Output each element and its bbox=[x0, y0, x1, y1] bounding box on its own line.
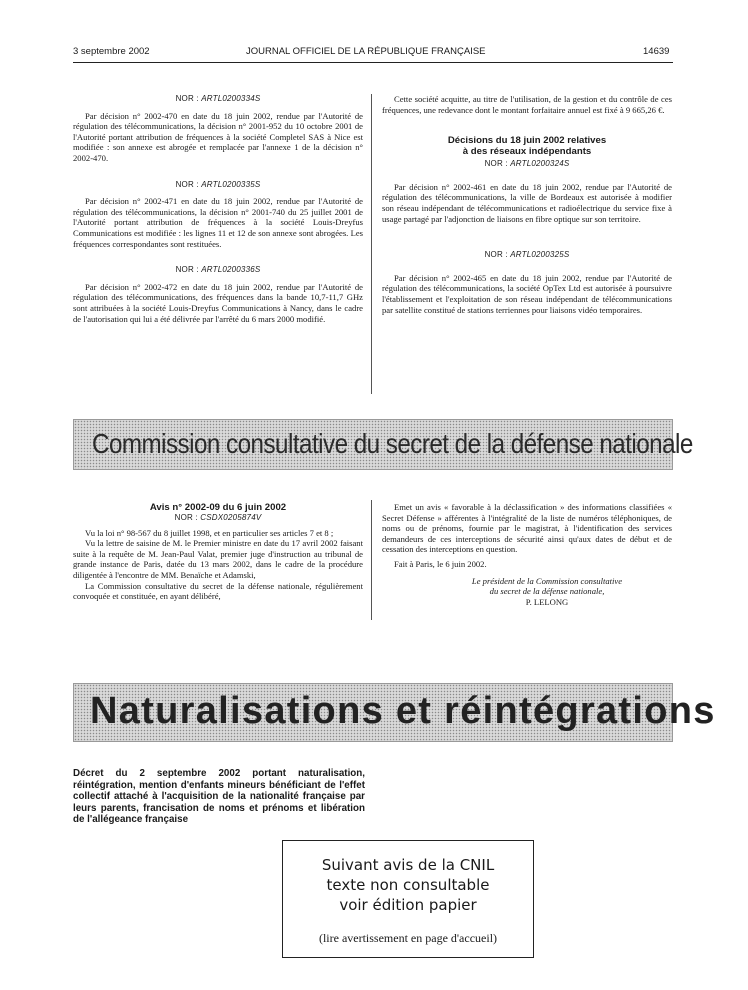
avis-title: Avis n° 2002-09 du 6 juin 2002 bbox=[149, 502, 287, 513]
section-heading: Décisions du 18 juin 2002 relatives à des réseaux indépendants bbox=[447, 135, 607, 158]
avis-paragraph: Vu la loi n° 98-567 du 8 juillet 1998, et en particulier ses articles 7 et 8 ; bbox=[85, 527, 334, 538]
avis-paragraph: Vu la lettre de saisine de M. le Premier ministre en date du 17 avril 2002 faisant suite à la requête de M. Jean-Paul Valat, premier juge d'instruction au tribunal de grande instance de Paris, datée du 13 mars 2002, dans le cadre de la procédure diligentée à l'encontre de MM. Benaïche et Adamski, bbox=[73, 538, 363, 580]
nor-reference: NOR : CSDX0205874V bbox=[174, 513, 262, 522]
decret-title: Décret du 2 septembre 2002 portant naturalisation, réintégration, mention d'enfants mineurs bénéficiant de l'effet collectif attaché à l'acquisition de la nationalité française par leurs parents, francisation de noms et prénoms et libération de l'allégeance française bbox=[73, 768, 365, 826]
banner-title: Commission consultative du secret de la défense nationale bbox=[92, 428, 693, 459]
journal-title: JOURNAL OFFICIEL DE LA RÉPUBLIQUE FRANÇAISE bbox=[246, 46, 486, 57]
signature-block: Le président de la Commission consultative du secret de la défense nationale, P. LELONG bbox=[471, 575, 623, 607]
header-date: 3 septembre 2002 bbox=[73, 46, 150, 57]
section-banner-commission bbox=[73, 419, 693, 470]
page-number: 14639 bbox=[643, 46, 670, 57]
redevance-paragraph: Cette société acquitte, au titre de l'utilisation, de la gestion et du contrôle de ces fréquences, une redevance dont le montant forfaitaire annuel est fixé à 9 665,26 €. bbox=[382, 94, 672, 115]
cnil-line: texte non consultable bbox=[326, 876, 490, 894]
avis-left-column bbox=[73, 502, 363, 602]
nor-reference: NOR : ARTL0200336S bbox=[175, 265, 261, 275]
cnil-line: voir édition papier bbox=[339, 896, 477, 914]
nor-reference: NOR : ARTL0200335S bbox=[175, 179, 261, 189]
banner-title: Naturalisations et réintégrations bbox=[90, 690, 716, 732]
avis-date: Fait à Paris, le 6 juin 2002. bbox=[394, 558, 487, 569]
nor-reference: NOR : ARTL0200324S bbox=[484, 159, 570, 169]
avis-paragraph: Emet un avis « favorable à la déclassification » des informations classifiées « Secret Défense » afférentes à l'intégralité de la liste de numéros téléphoniques, de noms ou de prénoms, fournie par le magistrat, à l'identification des services demandeurs de ces interceptions de sécurité ainsi qu'aux dates de début et de cessation des interceptions en question. bbox=[382, 502, 672, 555]
decision-paragraph: Par décision n° 2002-470 en date du 18 juin 2002, rendue par l'Autorité de régulation des télécommunications, la décision n° 2001-952 du 10 octobre 2001 de l'Autorité portant attribution de fréquences à la société Completel SAS à Nice est modifiée : son annexe est abrogée et remplacée par l'annexe 1 de la décision n° 2002-470. bbox=[73, 110, 363, 163]
section-banner-naturalisations bbox=[73, 683, 716, 742]
nor-reference: NOR : ARTL0200325S bbox=[484, 250, 570, 260]
cnil-line: Suivant avis de la CNIL bbox=[321, 856, 495, 874]
left-column bbox=[73, 94, 363, 324]
nor-reference: NOR : ARTL0200334S bbox=[175, 94, 261, 103]
decision-paragraph: Par décision n° 2002-471 en date du 18 juin 2002, rendue par l'Autorité de régulation des télécommunications, la décision n° 2001-740 du 25 juillet 2001 de l'Autorité portant attribution de fréquences à la société Louis-Dreyfus Communications est modifiée : les lignes 11 et 12 de son annexe sont abrogées. Les fréquences correspondantes sont restituées. bbox=[73, 196, 363, 249]
right-column bbox=[382, 94, 672, 315]
column-divider bbox=[371, 94, 372, 394]
header-rule bbox=[73, 62, 673, 63]
decision-paragraph: Par décision n° 2002-465 en date du 18 juin 2002, rendue par l'Autorité de régulation des télécommunications, la société OpTex Ltd est autorisée à poursuivre l'établissement et l'exploitation de son réseau indépendant de télécommunications par satellite constitué de stations terriennes pour liaisons vidéo temporaires. bbox=[382, 272, 672, 315]
cnil-notice-box bbox=[282, 840, 534, 958]
avis-right-column bbox=[382, 502, 672, 607]
cnil-warning: (lire avertissement en page d'accueil) bbox=[318, 931, 498, 945]
decision-paragraph: Par décision n° 2002-461 en date du 18 juin 2002, rendue par l'Autorité de régulation des télécommunications, la ville de Bordeaux est autorisée à modifier son réseau indépendant de télécommunications et radioélectrique du service fixe à usage partagé par l'adjonction de liaisons en fibre optique sur son territoire. bbox=[382, 181, 672, 224]
avis-paragraph: La Commission consultative du secret de la défense nationale, régulièrement convoquée et constituée, en ayant délibéré, bbox=[73, 580, 363, 602]
decision-paragraph: Par décision n° 2002-472 en date du 18 juin 2002, rendue par l'Autorité de régulation des télécommunications, des fréquences dans la bande 10,7-11,7 GHz sont attribuées à la société Louis-Dreyfus Communications à Nancy, dans le cadre de l'autorisation qui lui a été délivrée par l'arrêté du 6 mars 2000 modifié. bbox=[73, 281, 363, 324]
column-divider bbox=[371, 500, 372, 620]
